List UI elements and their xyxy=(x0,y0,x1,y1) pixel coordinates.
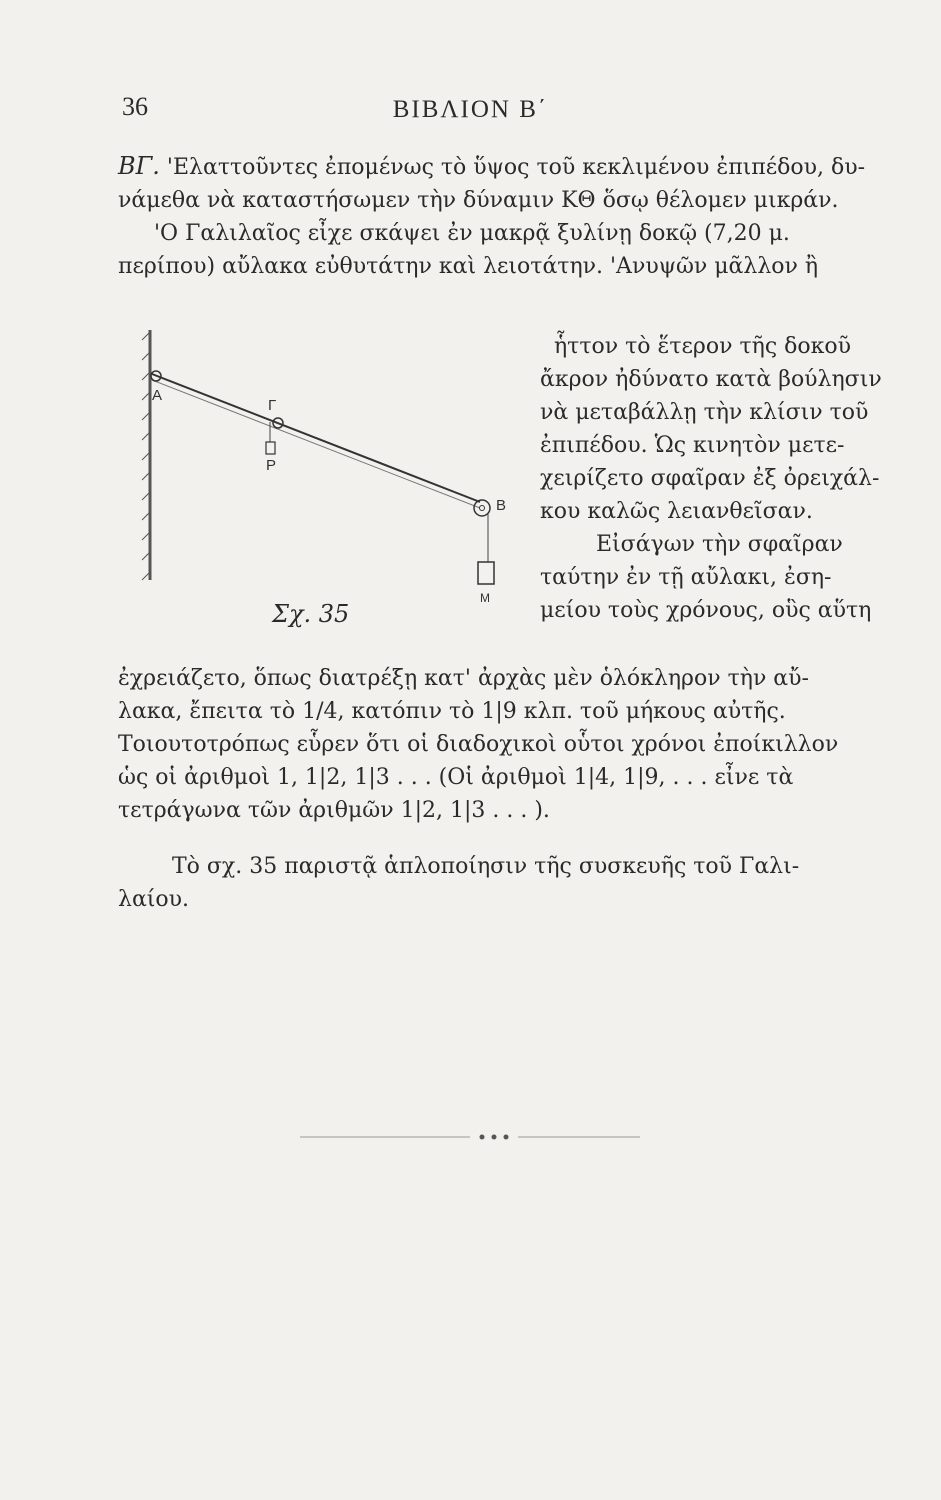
label-m: M xyxy=(480,591,490,605)
inclined-plane-edge xyxy=(152,380,480,508)
section-label: ΒΓ. xyxy=(118,152,160,180)
pulley-b-axle xyxy=(480,506,485,511)
paragraph-2 xyxy=(118,662,908,827)
wall-hatch xyxy=(142,330,150,580)
text-line: κου καλῶς λειανθεῖσαν. xyxy=(540,499,813,524)
text-line: χειρίζετο σφαῖραν ἐξ ὀρειχάλ- xyxy=(540,466,880,491)
label-gamma: Γ xyxy=(268,397,277,414)
text-line: ἐπιπέδου. Ὡς κινητὸν μετε- xyxy=(540,433,845,458)
text-line xyxy=(118,150,908,184)
label-b: B xyxy=(496,497,507,514)
figure-caption: Σχ. 35 xyxy=(272,600,350,628)
text-line: λακα, ἔπειτα τὸ 1/4, κατόπιν τὸ 1|9 κλπ. τοῦ μήκους αὐτῆς. xyxy=(118,699,786,724)
paragraph-1 xyxy=(118,150,908,283)
text-line: Εἰσάγων τὴν σφαῖραν xyxy=(596,532,843,557)
text-line: νὰ μεταβάλλῃ τὴν κλίσιν τοῦ xyxy=(540,400,869,425)
text-line: 'Ο Γαλιλαῖος εἶχε σκάψει ἐν μακρᾷ ξυλίνῃ δοκῷ (7,20 μ. xyxy=(154,221,790,246)
inclined-plane xyxy=(152,374,480,502)
text-line: νάμεθα νὰ καταστήσωμεν τὴν δύναμιν ΚΘ ὅσῳ θέλομεν μικράν. xyxy=(118,188,839,213)
text-line: τετράγωνα τῶν ἀριθμῶν 1|2, 1|3 . . . ). xyxy=(118,798,550,823)
weight-p xyxy=(266,442,275,454)
text-line: ταύτην ἐν τῇ αὔλακι, ἐση- xyxy=(540,565,832,590)
label-a: A xyxy=(152,387,163,404)
paragraph-3 xyxy=(118,850,908,916)
text-line: ἧττον τὸ ἕτερον τῆς δοκοῦ xyxy=(554,334,851,359)
text-line: ἐχρειάζετο, ὅπως διατρέξῃ κατ' ἀρχὰς μὲν ὁλόκληρον τὴν αὔ- xyxy=(118,666,809,691)
ornamental-divider xyxy=(300,1134,640,1140)
pulley-b xyxy=(474,500,490,516)
text-line: ὡς οἱ ἀριθμοὶ 1, 1|2, 1|3 . . . (Οἱ ἀριθμοὶ 1|4, 1|9, . . . εἶνε τὰ xyxy=(118,765,794,790)
label-p: P xyxy=(266,457,277,474)
text-line: περίπου) αὔλακα εὐθυτάτην καὶ λειοτάτην. 'Ανυψῶν μᾶλλον ἢ xyxy=(118,254,819,279)
text-line: λαίου. xyxy=(118,887,190,912)
right-column-text xyxy=(540,330,910,627)
text-line: Τὸ σχ. 35 παριστᾷ ἁπλοποίησιν τῆς συσκευῆς τοῦ Γαλι- xyxy=(172,854,800,879)
text-line: μείου τοὺς χρόνους, οὓς αὕτη xyxy=(540,598,872,623)
text-line: ἄκρον ἠδύνατο κατὰ βούλησιν xyxy=(540,367,882,392)
page-number: 36 xyxy=(122,92,148,121)
text-line-content: 'Ελαττοῦντες ἐπομένως τὸ ὕψος τοῦ κεκλιμένου ἐπιπέδου, δυ- xyxy=(166,155,866,180)
text-line: Τοιουτοτρόπως εὗρεν ὅτι οἱ διαδοχικοὶ οὗτοι χρόνοι ἐποίκιλλον xyxy=(118,732,839,757)
running-head: ΒΙΒΛΙΟΝ Β΄ xyxy=(392,96,549,123)
weight-m xyxy=(478,562,494,584)
